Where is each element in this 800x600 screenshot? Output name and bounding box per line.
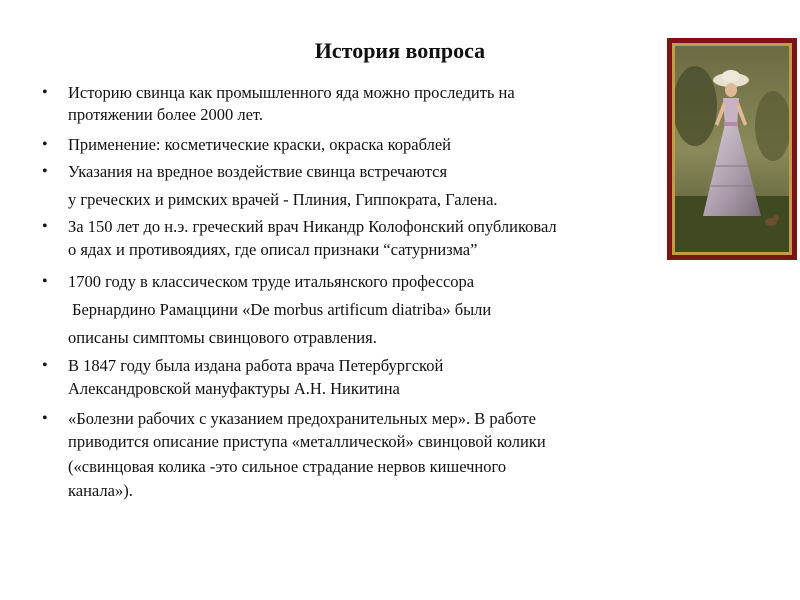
bullet-marker: • <box>42 84 48 101</box>
text-line: описаны симптомы свинцового отравления. <box>68 328 377 347</box>
bullet-marker: • <box>42 410 48 427</box>
text-line: За 150 лет до н.э. греческий врач Никандр Колофонский опубликовал <box>68 217 557 236</box>
bullet-marker: • <box>42 357 48 374</box>
painting-mat <box>672 43 792 255</box>
bullet-marker: • <box>42 163 48 180</box>
text-line: Указания на вредное воздействие свинца встречаются <box>68 162 448 181</box>
text-line: Бернардино Рамаццини «De morbus artificum diatriba» были <box>72 300 492 319</box>
text-line: Применение: косметические краски, окраска кораблей <box>68 135 451 154</box>
slide-title: История вопроса <box>314 38 486 63</box>
text-line: о ядах и противоядиях, где описал признаки “сатурнизма” <box>68 240 478 259</box>
text-line: В 1847 году была издана работа врача Петербургской <box>68 356 444 375</box>
bullet-marker: • <box>42 136 48 153</box>
text-line: Историю свинца как промышленного яда можно проследить на <box>68 83 515 102</box>
text-line: «Болезни рабочих с указанием предохранительных мер». В работе <box>68 409 536 428</box>
bullet-marker: • <box>42 273 48 290</box>
text-line: канала»). <box>68 481 133 500</box>
bullet-marker: • <box>42 218 48 235</box>
text-line: приводится описание приступа «металлической» свинцовой колики <box>68 432 546 451</box>
portrait-painting-icon <box>675 46 789 252</box>
painting-frame <box>667 38 797 260</box>
text-line: протяжении более 2000 лет. <box>68 105 264 124</box>
text-line: («свинцовая колика -это сильное страдание нервов кишечного <box>68 457 507 476</box>
text-line: Александровской мануфактуры А.Н. Никитина <box>68 379 400 398</box>
text-line: 1700 году в классическом труде итальянского профессора <box>68 272 475 291</box>
text-line: у греческих и римских врачей - Плиния, Гиппократа, Галена. <box>68 190 498 209</box>
